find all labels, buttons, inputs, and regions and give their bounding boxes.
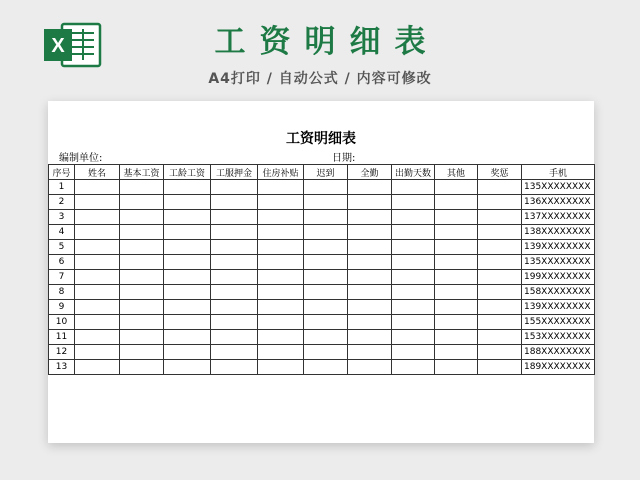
- table-cell[interactable]: [75, 210, 120, 225]
- table-cell[interactable]: [304, 270, 348, 285]
- table-row: [49, 225, 595, 240]
- table-row: [49, 300, 595, 315]
- phone-cell[interactable]: 135XXXXXXXX: [522, 180, 595, 195]
- phone-cell[interactable]: 189XXXXXXXX: [522, 360, 595, 375]
- table-cell[interactable]: [75, 195, 120, 210]
- table-cell[interactable]: [120, 195, 164, 210]
- table-cell[interactable]: [304, 360, 348, 375]
- row-number-cell[interactable]: 4: [49, 225, 75, 240]
- table-cell[interactable]: [258, 315, 304, 330]
- table-cell[interactable]: [478, 285, 522, 300]
- table-cell[interactable]: [478, 210, 522, 225]
- table-cell[interactable]: [120, 315, 164, 330]
- col-header-phone: 手机: [522, 165, 595, 180]
- table-cell[interactable]: [258, 225, 304, 240]
- table-row: [49, 345, 595, 360]
- row-number-cell[interactable]: 7: [49, 270, 75, 285]
- phone-cell[interactable]: 139XXXXXXXX: [522, 300, 595, 315]
- spreadsheet-page: [48, 101, 594, 443]
- col-header-name: 姓名: [75, 165, 120, 180]
- table-row: [49, 180, 595, 195]
- table-cell[interactable]: [392, 225, 435, 240]
- table-cell[interactable]: [392, 210, 435, 225]
- table-cell[interactable]: [211, 240, 258, 255]
- table-cell[interactable]: [258, 285, 304, 300]
- table-cell[interactable]: [258, 180, 304, 195]
- table-cell[interactable]: [164, 345, 211, 360]
- unit-label: 编制单位:: [59, 153, 103, 164]
- table-cell[interactable]: [304, 225, 348, 240]
- table-cell[interactable]: [304, 195, 348, 210]
- table-cell[interactable]: [258, 360, 304, 375]
- col-header-no: 序号: [49, 165, 75, 180]
- table-cell[interactable]: [304, 315, 348, 330]
- table-cell[interactable]: [164, 225, 211, 240]
- table-cell[interactable]: [478, 195, 522, 210]
- table-cell[interactable]: [392, 360, 435, 375]
- table-cell[interactable]: [478, 180, 522, 195]
- table-cell[interactable]: [435, 240, 478, 255]
- col-header-attendance-days: 出勤天数: [392, 165, 435, 180]
- table-cell[interactable]: [258, 345, 304, 360]
- table-row: [49, 330, 595, 345]
- table-cell[interactable]: [258, 195, 304, 210]
- table-cell[interactable]: [75, 330, 120, 345]
- table-cell[interactable]: [392, 330, 435, 345]
- row-number-cell[interactable]: 13: [49, 360, 75, 375]
- table-cell[interactable]: [435, 345, 478, 360]
- table-cell[interactable]: [211, 330, 258, 345]
- table-cell[interactable]: [211, 315, 258, 330]
- col-header-other: 其他: [435, 165, 478, 180]
- table-cell[interactable]: [392, 270, 435, 285]
- table-cell[interactable]: [258, 300, 304, 315]
- table-cell[interactable]: [435, 195, 478, 210]
- table-row: [49, 210, 595, 225]
- table-cell[interactable]: [478, 225, 522, 240]
- table-cell[interactable]: [478, 240, 522, 255]
- date-label: 日期:: [332, 153, 356, 164]
- phone-cell[interactable]: 188XXXXXXXX: [522, 345, 595, 360]
- table-cell[interactable]: [258, 240, 304, 255]
- table-cell[interactable]: [120, 330, 164, 345]
- table-cell[interactable]: [392, 300, 435, 315]
- table-cell[interactable]: [435, 285, 478, 300]
- table-cell[interactable]: [392, 345, 435, 360]
- table-cell[interactable]: [392, 180, 435, 195]
- table-cell[interactable]: [258, 210, 304, 225]
- banner: [0, 0, 640, 100]
- table-cell[interactable]: [164, 195, 211, 210]
- table-cell[interactable]: [211, 195, 258, 210]
- table-cell[interactable]: [258, 255, 304, 270]
- table-cell[interactable]: [211, 360, 258, 375]
- row-number-cell[interactable]: 9: [49, 300, 75, 315]
- table-cell[interactable]: [164, 270, 211, 285]
- table-cell[interactable]: [75, 345, 120, 360]
- table-cell[interactable]: [348, 345, 392, 360]
- table-cell[interactable]: [435, 315, 478, 330]
- table-cell[interactable]: [478, 360, 522, 375]
- table-cell[interactable]: [211, 255, 258, 270]
- table-row: [49, 240, 595, 255]
- table-row: [49, 255, 595, 270]
- table-cell[interactable]: [348, 240, 392, 255]
- col-header-uniform-deposit: 工服押金: [211, 165, 258, 180]
- table-cell[interactable]: [348, 300, 392, 315]
- table-row: [49, 285, 595, 300]
- table-cell[interactable]: [75, 180, 120, 195]
- table-header-row: [49, 165, 595, 180]
- table-cell[interactable]: [348, 285, 392, 300]
- table-cell[interactable]: [435, 180, 478, 195]
- table-cell[interactable]: [211, 285, 258, 300]
- table-cell[interactable]: [348, 210, 392, 225]
- table-cell[interactable]: [435, 360, 478, 375]
- table-cell[interactable]: [392, 315, 435, 330]
- phone-cell[interactable]: 137XXXXXXXX: [522, 210, 595, 225]
- table-cell[interactable]: [120, 345, 164, 360]
- table-cell[interactable]: [164, 315, 211, 330]
- table-cell[interactable]: [392, 240, 435, 255]
- table-cell[interactable]: [435, 330, 478, 345]
- table-cell[interactable]: [164, 285, 211, 300]
- table-cell[interactable]: [164, 210, 211, 225]
- table-row: [49, 195, 595, 210]
- table-cell[interactable]: [478, 270, 522, 285]
- table-cell[interactable]: [164, 180, 211, 195]
- table-cell[interactable]: [164, 330, 211, 345]
- table-cell[interactable]: [478, 255, 522, 270]
- phone-cell[interactable]: 199XXXXXXXX: [522, 270, 595, 285]
- row-number-cell[interactable]: 10: [49, 315, 75, 330]
- row-number-cell[interactable]: 1: [49, 180, 75, 195]
- table-cell[interactable]: [304, 300, 348, 315]
- table-cell[interactable]: [120, 300, 164, 315]
- table-cell[interactable]: [304, 255, 348, 270]
- table-cell[interactable]: [75, 270, 120, 285]
- table-cell[interactable]: [75, 240, 120, 255]
- row-number-cell[interactable]: 11: [49, 330, 75, 345]
- table-cell[interactable]: [120, 240, 164, 255]
- table-cell[interactable]: [478, 315, 522, 330]
- table-cell[interactable]: [120, 180, 164, 195]
- col-header-base-salary: 基本工资: [120, 165, 164, 180]
- table-cell[interactable]: [435, 225, 478, 240]
- document-title: 工资明细表: [286, 131, 356, 147]
- table-cell[interactable]: [75, 225, 120, 240]
- table-cell[interactable]: [304, 240, 348, 255]
- table-cell[interactable]: [120, 225, 164, 240]
- table-cell[interactable]: [211, 270, 258, 285]
- table-cell[interactable]: [304, 285, 348, 300]
- table-cell[interactable]: [75, 300, 120, 315]
- table-cell[interactable]: [435, 270, 478, 285]
- phone-cell[interactable]: 153XXXXXXXX: [522, 330, 595, 345]
- table-body: [49, 180, 595, 375]
- col-header-housing-allowance: 住房补贴: [258, 165, 304, 180]
- table-cell[interactable]: [120, 270, 164, 285]
- row-number-cell[interactable]: 3: [49, 210, 75, 225]
- phone-cell[interactable]: 158XXXXXXXX: [522, 285, 595, 300]
- table-cell[interactable]: [435, 255, 478, 270]
- table-cell[interactable]: [120, 360, 164, 375]
- table-cell[interactable]: [211, 225, 258, 240]
- table-cell[interactable]: [75, 285, 120, 300]
- table-cell[interactable]: [348, 270, 392, 285]
- phone-cell[interactable]: 136XXXXXXXX: [522, 195, 595, 210]
- table-cell[interactable]: [348, 315, 392, 330]
- row-number-cell[interactable]: 8: [49, 285, 75, 300]
- table-cell[interactable]: [211, 345, 258, 360]
- table-cell[interactable]: [211, 180, 258, 195]
- table-cell[interactable]: [258, 330, 304, 345]
- table-cell[interactable]: [211, 300, 258, 315]
- table-cell[interactable]: [120, 210, 164, 225]
- col-header-full-attendance: 全勤: [348, 165, 392, 180]
- table-cell[interactable]: [164, 300, 211, 315]
- table-cell[interactable]: [164, 240, 211, 255]
- row-number-cell[interactable]: 12: [49, 345, 75, 360]
- table-cell[interactable]: [392, 255, 435, 270]
- col-header-late: 迟到: [304, 165, 348, 180]
- table-cell[interactable]: [478, 330, 522, 345]
- row-number-cell[interactable]: 6: [49, 255, 75, 270]
- table-cell[interactable]: [75, 315, 120, 330]
- phone-cell[interactable]: 139XXXXXXXX: [522, 240, 595, 255]
- phone-cell[interactable]: 135XXXXXXXX: [522, 255, 595, 270]
- table-cell[interactable]: [348, 360, 392, 375]
- col-header-seniority-pay: 工龄工资: [164, 165, 211, 180]
- table-row: [49, 360, 595, 375]
- col-header-reward-penalty: 奖惩: [478, 165, 522, 180]
- table-cell[interactable]: [120, 255, 164, 270]
- table-cell[interactable]: [348, 330, 392, 345]
- table-cell[interactable]: [164, 255, 211, 270]
- table-row: [49, 315, 595, 330]
- table-cell[interactable]: [478, 345, 522, 360]
- table-cell[interactable]: [304, 180, 348, 195]
- phone-cell[interactable]: 155XXXXXXXX: [522, 315, 595, 330]
- table-cell[interactable]: [478, 300, 522, 315]
- table-cell[interactable]: [211, 210, 258, 225]
- salary-table: [48, 164, 595, 375]
- table-cell[interactable]: [75, 255, 120, 270]
- table-cell[interactable]: [435, 210, 478, 225]
- row-number-cell[interactable]: 2: [49, 195, 75, 210]
- table-cell[interactable]: [164, 360, 211, 375]
- banner-title: 工资明细表: [214, 24, 440, 60]
- table-row: [49, 270, 595, 285]
- phone-cell[interactable]: 138XXXXXXXX: [522, 225, 595, 240]
- table-cell[interactable]: [392, 195, 435, 210]
- table-cell[interactable]: [304, 210, 348, 225]
- table-cell[interactable]: [304, 345, 348, 360]
- table-cell[interactable]: [348, 255, 392, 270]
- table-cell[interactable]: [435, 300, 478, 315]
- table-cell[interactable]: [258, 270, 304, 285]
- banner-subtitle: A4打印 / 自动公式 / 内容可修改: [208, 71, 432, 87]
- table-cell[interactable]: [75, 360, 120, 375]
- table-cell[interactable]: [348, 180, 392, 195]
- table-cell[interactable]: [120, 285, 164, 300]
- excel-logo-letter: X: [51, 35, 65, 57]
- row-number-cell[interactable]: 5: [49, 240, 75, 255]
- table-cell[interactable]: [392, 285, 435, 300]
- table-cell[interactable]: [304, 330, 348, 345]
- table-cell[interactable]: [348, 195, 392, 210]
- table-cell[interactable]: [348, 225, 392, 240]
